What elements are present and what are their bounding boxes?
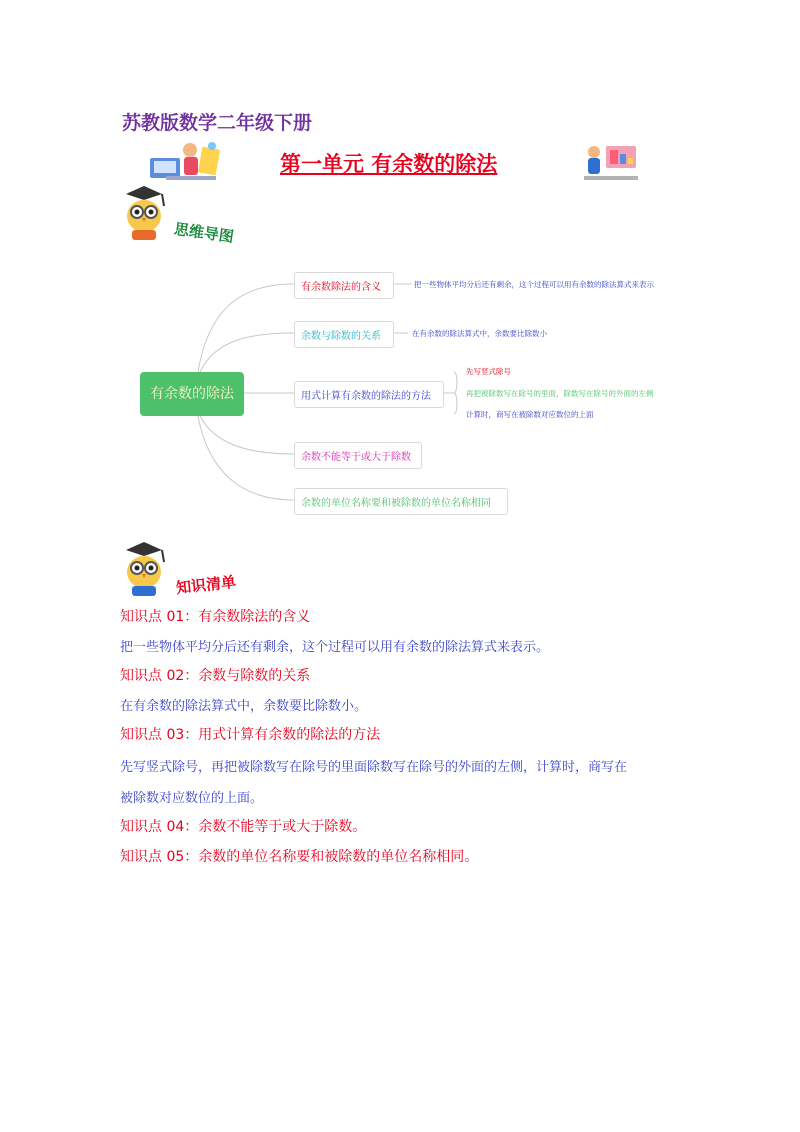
mindmap-note-1: 把一些物体平均分后还有剩余，这个过程可以用有余数的除法算式来表示	[414, 280, 654, 289]
mindmap-branch-4: 余数不能等于或大于除数	[294, 442, 422, 469]
knowledge-point-text-3a: 先写竖式除号，再把被除数写在除号的里面除数写在除号的外面的左侧，计算时，商写在	[120, 760, 628, 775]
page-header-title: 苏教版数学二年级下册	[122, 112, 313, 134]
knowledge-point-text-1: 把一些物体平均分后还有剩余，这个过程可以用有余数的除法算式来表示。	[120, 640, 550, 655]
knowledge-point-heading-5: 知识点 05：余数的单位名称要和被除数的单位名称相同。	[120, 849, 479, 865]
mindmap-branch-5: 余数的单位名称要和被除数的单位名称相同	[294, 488, 508, 515]
mindmap-subnote-3: 计算时，商写在被除数对应数位的上面	[466, 410, 594, 419]
mindmap-branch-2: 余数与除数的关系	[294, 321, 394, 348]
knowledge-point-text-3b: 被除数对应数位的上面。	[120, 791, 264, 806]
knowledge-point-heading-2: 知识点 02：余数与除数的关系	[120, 668, 311, 684]
unit-title: 第一单元 有余数的除法	[280, 152, 498, 176]
mindmap-section-label: 思维导图	[172, 219, 235, 247]
knowledge-section-label: 知识清单	[175, 572, 237, 598]
knowledge-point-text-2: 在有余数的除法算式中，余数要比除数小。	[120, 699, 368, 714]
mindmap-branch-3: 用式计算有余数的除法的方法	[294, 381, 444, 408]
knowledge-point-heading-4: 知识点 04：余数不能等于或大于除数。	[120, 819, 367, 835]
mindmap-branch-1: 有余数除法的含义	[294, 272, 394, 299]
classroom-illustration	[146, 140, 224, 184]
mindmap-connectors	[0, 0, 800, 560]
mindmap-subnote-1: 先写竖式除号	[466, 367, 511, 376]
mindmap-root-node: 有余数的除法	[140, 372, 244, 416]
knowledge-point-heading-3: 知识点 03：用式计算有余数的除法的方法	[120, 727, 381, 743]
mindmap-subnote-2: 再把被除数写在除号的里面，除数写在除号的外面的左侧	[466, 389, 654, 398]
knowledge-point-heading-1: 知识点 01：有余数除法的含义	[120, 609, 311, 625]
presentation-illustration	[580, 140, 640, 184]
mindmap-note-2: 在有余数的除法算式中，余数要比除数小	[412, 329, 547, 338]
owl-mascot-icon	[118, 186, 170, 242]
owl-mascot-icon-2	[118, 542, 170, 598]
